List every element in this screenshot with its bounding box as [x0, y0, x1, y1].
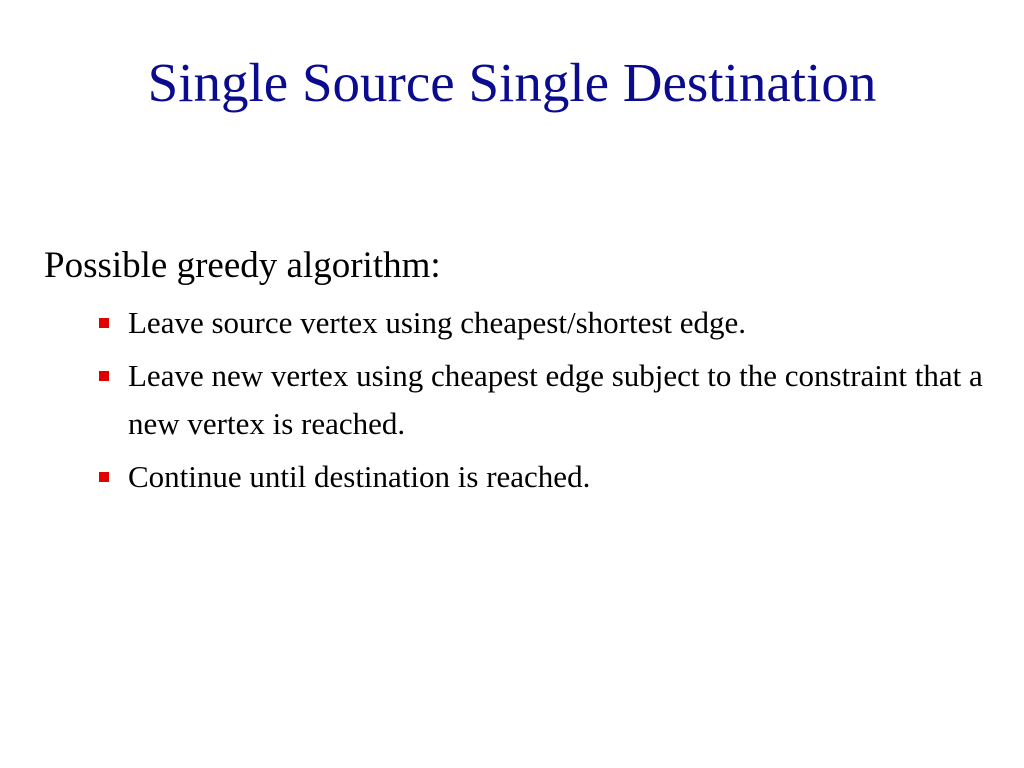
bullet-item	[44, 352, 984, 448]
square-bullet-icon	[99, 318, 109, 328]
bullet-text: Continue until destination is reached.	[128, 459, 591, 494]
bullet-list	[44, 299, 984, 501]
slide-title: Single Source Single Destination	[147, 52, 877, 113]
square-bullet-icon	[99, 472, 109, 482]
bullet-text: Leave source vertex using cheapest/shortest edge.	[128, 305, 747, 340]
bullet-text: Leave new vertex using cheapest edge subject to the constraint that a new vertex is reached.	[128, 358, 983, 441]
bullet-item	[44, 453, 984, 501]
slide-content	[44, 238, 984, 501]
square-bullet-icon	[99, 371, 109, 381]
bullet-item	[44, 299, 984, 347]
intro-text: Possible greedy algorithm:	[44, 245, 441, 286]
